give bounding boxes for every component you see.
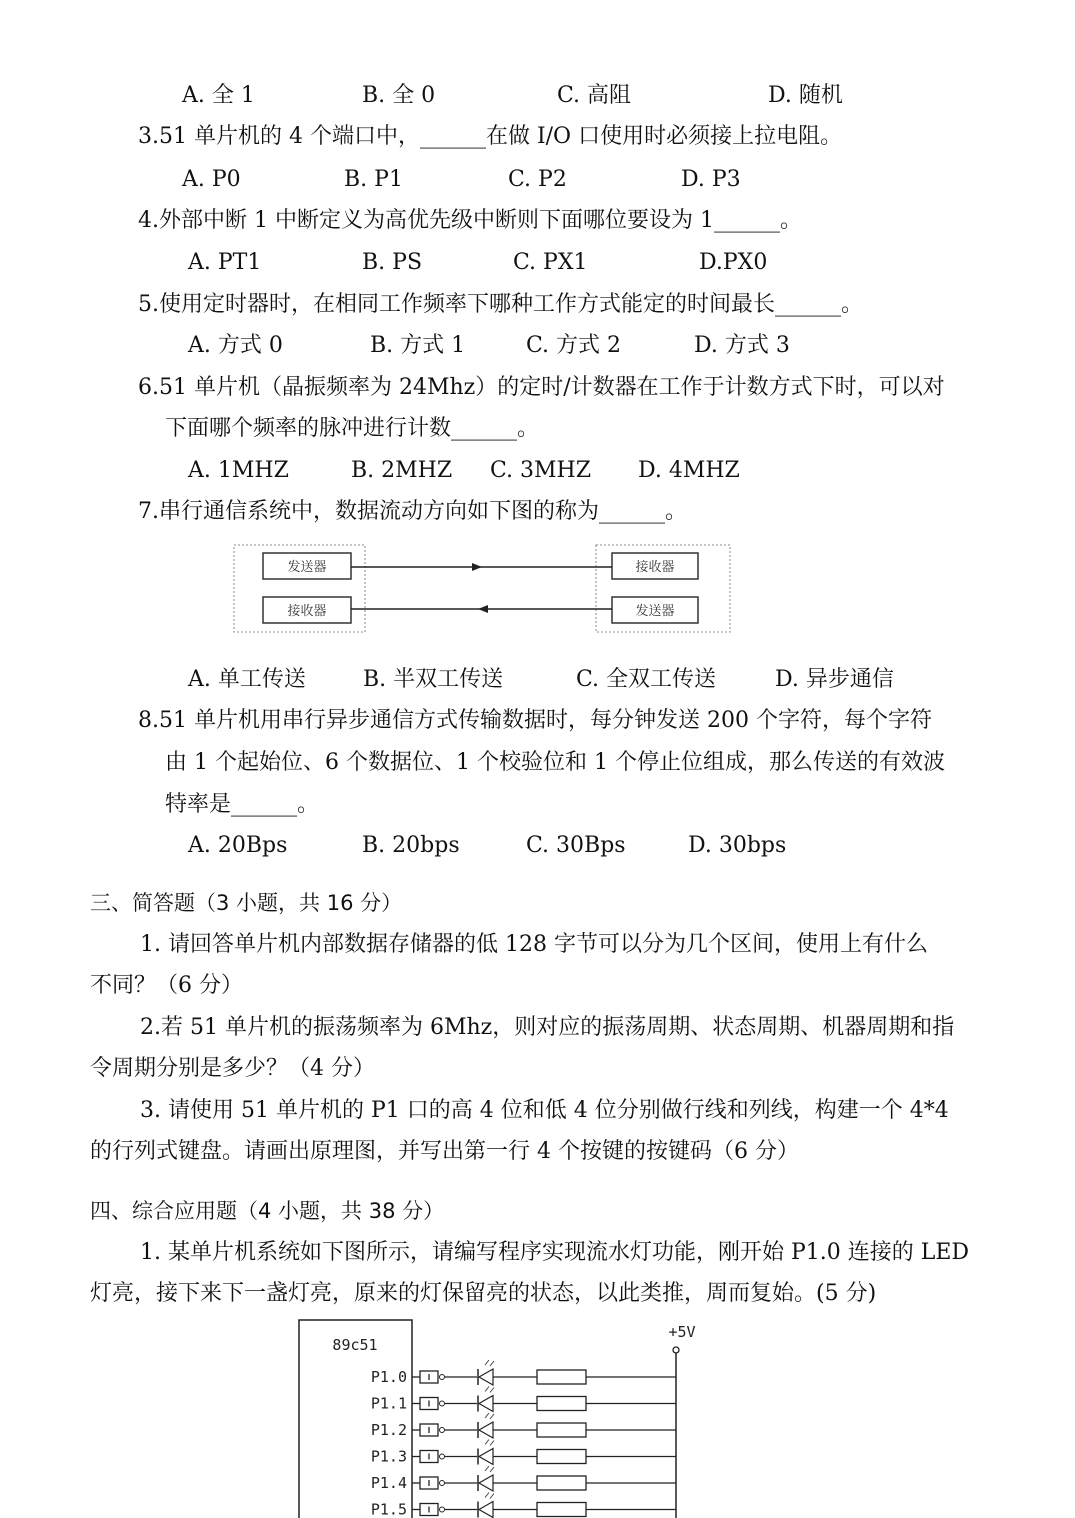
- right-receiver-label: 接收器: [635, 560, 675, 575]
- led-light-ray: [490, 1441, 494, 1446]
- question-7: 7.串行通信系统中，数据流动方向如下图的称为______。: [138, 499, 687, 524]
- question-8-line-1: 8.51 单片机用串行异步通信方式传输数据时，每分钟发送 200 个字符，每个字符: [138, 708, 932, 733]
- serial-communication-diagram: [230, 540, 735, 638]
- section-3-q3-line-1: 3. 请使用 51 单片机的 P1 口的高 4 位和低 4 位分别做行线和列线，构建一个 4*4: [140, 1098, 949, 1123]
- q8-option-b: B. 20bps: [362, 833, 460, 858]
- question-5: 5.使用定时器时，在相同工作频率下哪种工作方式能定的时间最长______。: [138, 292, 863, 317]
- led-diode-icon: [479, 1449, 493, 1465]
- q5-option-a: A. 方式 0: [188, 333, 283, 358]
- pin-label: P1.3: [370, 1447, 407, 1466]
- resistor-icon: [537, 1450, 586, 1464]
- question-4: 4.外部中断 1 中断定义为高优先级中断则下面哪位要设为 1______。: [138, 208, 802, 233]
- question-6-line-1: 6.51 单片机（晶振频率为 24Mhz）的定时/计数器在工作于计数方式下时，可以对: [138, 375, 945, 400]
- led-diode-icon: [479, 1396, 493, 1412]
- section-3-q3-line-2: 的行列式键盘。请画出原理图，并写出第一行 4 个按键的按键码（6 分）: [90, 1139, 799, 1164]
- led-diode-icon: [479, 1475, 493, 1491]
- pin-label: P1.2: [370, 1421, 407, 1439]
- pin-label: P1.0: [370, 1368, 407, 1386]
- inverter-bubble-icon: [440, 1401, 445, 1406]
- right-transmitter-label: 发送器: [635, 604, 675, 619]
- q2-option-c: C. 高阻: [557, 83, 632, 108]
- resistor-icon: [537, 1476, 586, 1490]
- question-3: 3.51 单片机的 4 个端口中，______在做 I/O 口使用时必须接上拉电阻。: [138, 124, 843, 149]
- q7-option-c: C. 全双工传送: [576, 667, 717, 692]
- led-light-ray: [485, 1493, 489, 1498]
- q4-option-d: D.PX0: [699, 250, 768, 275]
- resistor-icon: [537, 1503, 586, 1517]
- supply-label: +5V: [668, 1323, 696, 1341]
- led-light-ray: [485, 1360, 489, 1365]
- section-4-heading: 四、综合应用题（4 小题，共 38 分）: [90, 1199, 445, 1223]
- led-light-ray: [490, 1388, 494, 1393]
- led-light-ray: [490, 1361, 494, 1366]
- pin-label: P1.1: [370, 1394, 407, 1413]
- section-3-q1-line-2: 不同？（6 分）: [90, 973, 243, 998]
- section-4-q1-line-1: 1. 某单片机系统如下图所示，请编写程序实现流水灯功能，刚开始 P1.0 连接的 LED: [140, 1240, 970, 1265]
- left-receiver-label: 接收器: [287, 604, 327, 619]
- q3-option-a: A. P0: [182, 167, 241, 192]
- question-6-line-2: 下面哪个频率的脉冲进行计数______。: [165, 416, 540, 441]
- led-light-ray: [485, 1466, 489, 1471]
- q5-option-d: D. 方式 3: [694, 333, 790, 358]
- q3-option-b: B. P1: [344, 167, 403, 192]
- section-3-q2-line-2: 令周期分别是多少？（4 分）: [90, 1056, 375, 1081]
- arrow-left-icon: [478, 605, 488, 613]
- resistor-icon: [537, 1397, 586, 1411]
- led-light-ray: [490, 1467, 494, 1472]
- section-3-q1-line-1: 1. 请回答单片机内部数据存储器的低 128 字节可以分为几个区间，使用上有什么: [140, 932, 928, 957]
- q6-option-a: A. 1MHZ: [188, 458, 289, 483]
- led-circuit-diagram: [290, 1315, 710, 1518]
- arrow-right-icon: [472, 563, 482, 571]
- section-3-heading: 三、简答题（3 小题，共 16 分）: [90, 891, 403, 915]
- inverter-bubble-icon: [440, 1507, 445, 1512]
- q5-option-c: C. 方式 2: [526, 333, 622, 358]
- led-diode-icon: [479, 1369, 493, 1385]
- led-diode-icon: [479, 1422, 493, 1438]
- chip-label: 89c51: [332, 1336, 378, 1354]
- question-8-line-3: 特率是______。: [165, 792, 320, 817]
- q2-option-d: D. 随机: [768, 83, 843, 108]
- q8-option-c: C. 30Bps: [526, 833, 626, 858]
- section-3-q2-line-1: 2.若 51 单片机的振荡频率为 6Mhz，则对应的振荡周期、状态周期、机器周期和指: [140, 1015, 955, 1040]
- pin-label: P1.4: [370, 1474, 407, 1492]
- q3-option-d: D. P3: [681, 167, 741, 192]
- q3-option-c: C. P2: [508, 167, 567, 192]
- left-transmitter-label: 发送器: [287, 560, 327, 575]
- q6-option-b: B. 2MHZ: [351, 458, 453, 483]
- question-8-line-2: 由 1 个起始位、6 个数据位、1 个校验位和 1 个停止位组成，那么传送的有效波: [165, 750, 945, 775]
- section-4-q1-line-2: 灯亮，接下来下一盏灯亮，原来的灯保留亮的状态，以此类推，周而复始。(5 分): [90, 1281, 877, 1306]
- resistor-icon: [537, 1370, 586, 1384]
- q2-option-b: B. 全 0: [362, 83, 436, 108]
- q6-option-c: C. 3MHZ: [490, 458, 592, 483]
- q4-option-b: B. PS: [362, 250, 423, 275]
- supply-terminal-icon: [673, 1347, 679, 1353]
- led-light-ray: [485, 1387, 489, 1392]
- led-light-ray: [485, 1440, 489, 1445]
- led-light-ray: [490, 1494, 494, 1499]
- q8-option-d: D. 30bps: [688, 833, 787, 858]
- led-light-ray: [490, 1414, 494, 1419]
- q2-option-a: A. 全 1: [182, 83, 255, 108]
- q8-option-a: A. 20Bps: [188, 833, 288, 858]
- q5-option-b: B. 方式 1: [370, 333, 466, 358]
- inverter-bubble-icon: [440, 1481, 445, 1486]
- q7-option-a: A. 单工传送: [188, 667, 306, 692]
- pin-label: P1.5: [370, 1500, 407, 1518]
- inverter-bubble-icon: [440, 1428, 445, 1433]
- inverter-bubble-icon: [440, 1375, 445, 1380]
- q6-option-d: D. 4MHZ: [638, 458, 740, 483]
- resistor-icon: [537, 1423, 586, 1437]
- q4-option-a: A. PT1: [188, 250, 262, 275]
- led-light-ray: [485, 1413, 489, 1418]
- q7-option-d: D. 异步通信: [775, 667, 894, 692]
- q7-option-b: B. 半双工传送: [363, 667, 504, 692]
- inverter-bubble-icon: [440, 1454, 445, 1459]
- q4-option-c: C. PX1: [513, 250, 588, 275]
- led-diode-icon: [479, 1502, 493, 1518]
